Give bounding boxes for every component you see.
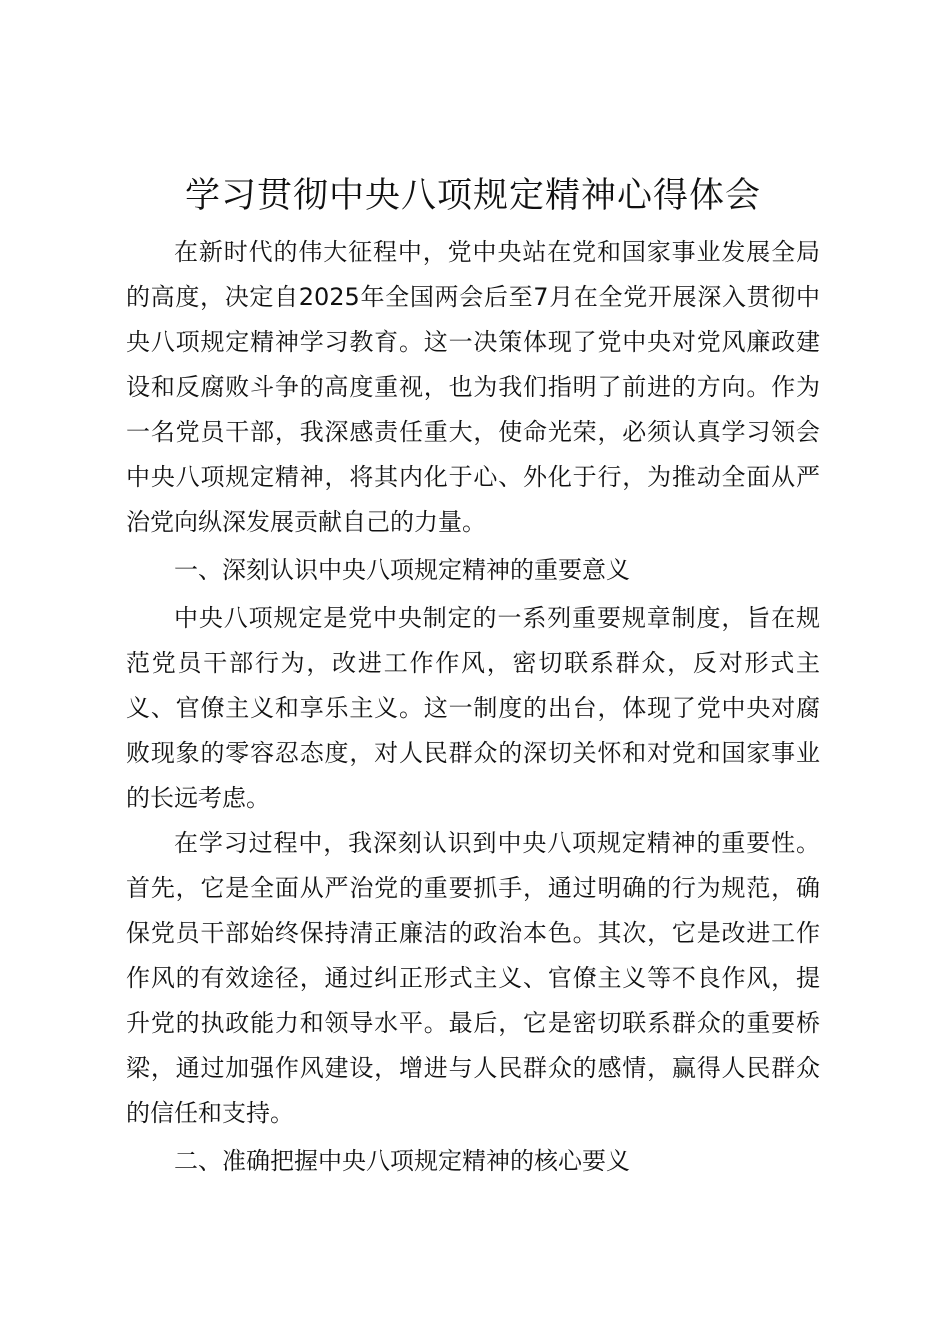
document-body (126, 170, 820, 1187)
section-1-paragraph-2: 在学习过程中，我深刻认识到中央八项规定精神的重要性。首先，它是全面从严治党的重要抓手，通过明确的行为规范，确保党员干部始终保持清正廉洁的政治本色。其次，它是改进工作作风的有效途径，通过纠正形式主义、官僚主义等不良作风，提升党的执政能力和领导水平。最后，它是密切联系群众的重要桥梁，通过加强作风建设，增进与人民群众的感情，赢得人民群众的信任和支持。 (126, 829, 820, 1127)
section-1-heading: 一、深刻认识中央八项规定精神的重要意义 (174, 556, 630, 584)
intro-paragraph: 在新时代的伟大征程中，党中央站在党和国家事业发展全局的高度，决定自2025年全国两会后至7月在全党开展深入贯彻中央八项规定精神学习教育。这一决策体现了党中央对党风廉政建设和反腐败斗争的高度重视，也为我们指明了前进的方向。作为一名党员干部，我深感责任重大，使命光荣，必须认真学习领会中央八项规定精神，将其内化于心、外化于行，为推动全面从严治党向纵深发展贡献自己的力量。 (126, 238, 820, 536)
section-2-heading: 二、准确把握中央八项规定精神的核心要义 (174, 1147, 630, 1175)
section-1-paragraph-1: 中央八项规定是党中央制定的一系列重要规章制度，旨在规范党员干部行为，改进工作作风，密切联系群众，反对形式主义、官僚主义和享乐主义。这一制度的出台，体现了党中央对腐败现象的零容忍态度，对人民群众的深切关怀和对党和国家事业的长远考虑。 (126, 604, 820, 812)
document-title: 学习贯彻中央八项规定精神心得体会 (184, 176, 761, 216)
